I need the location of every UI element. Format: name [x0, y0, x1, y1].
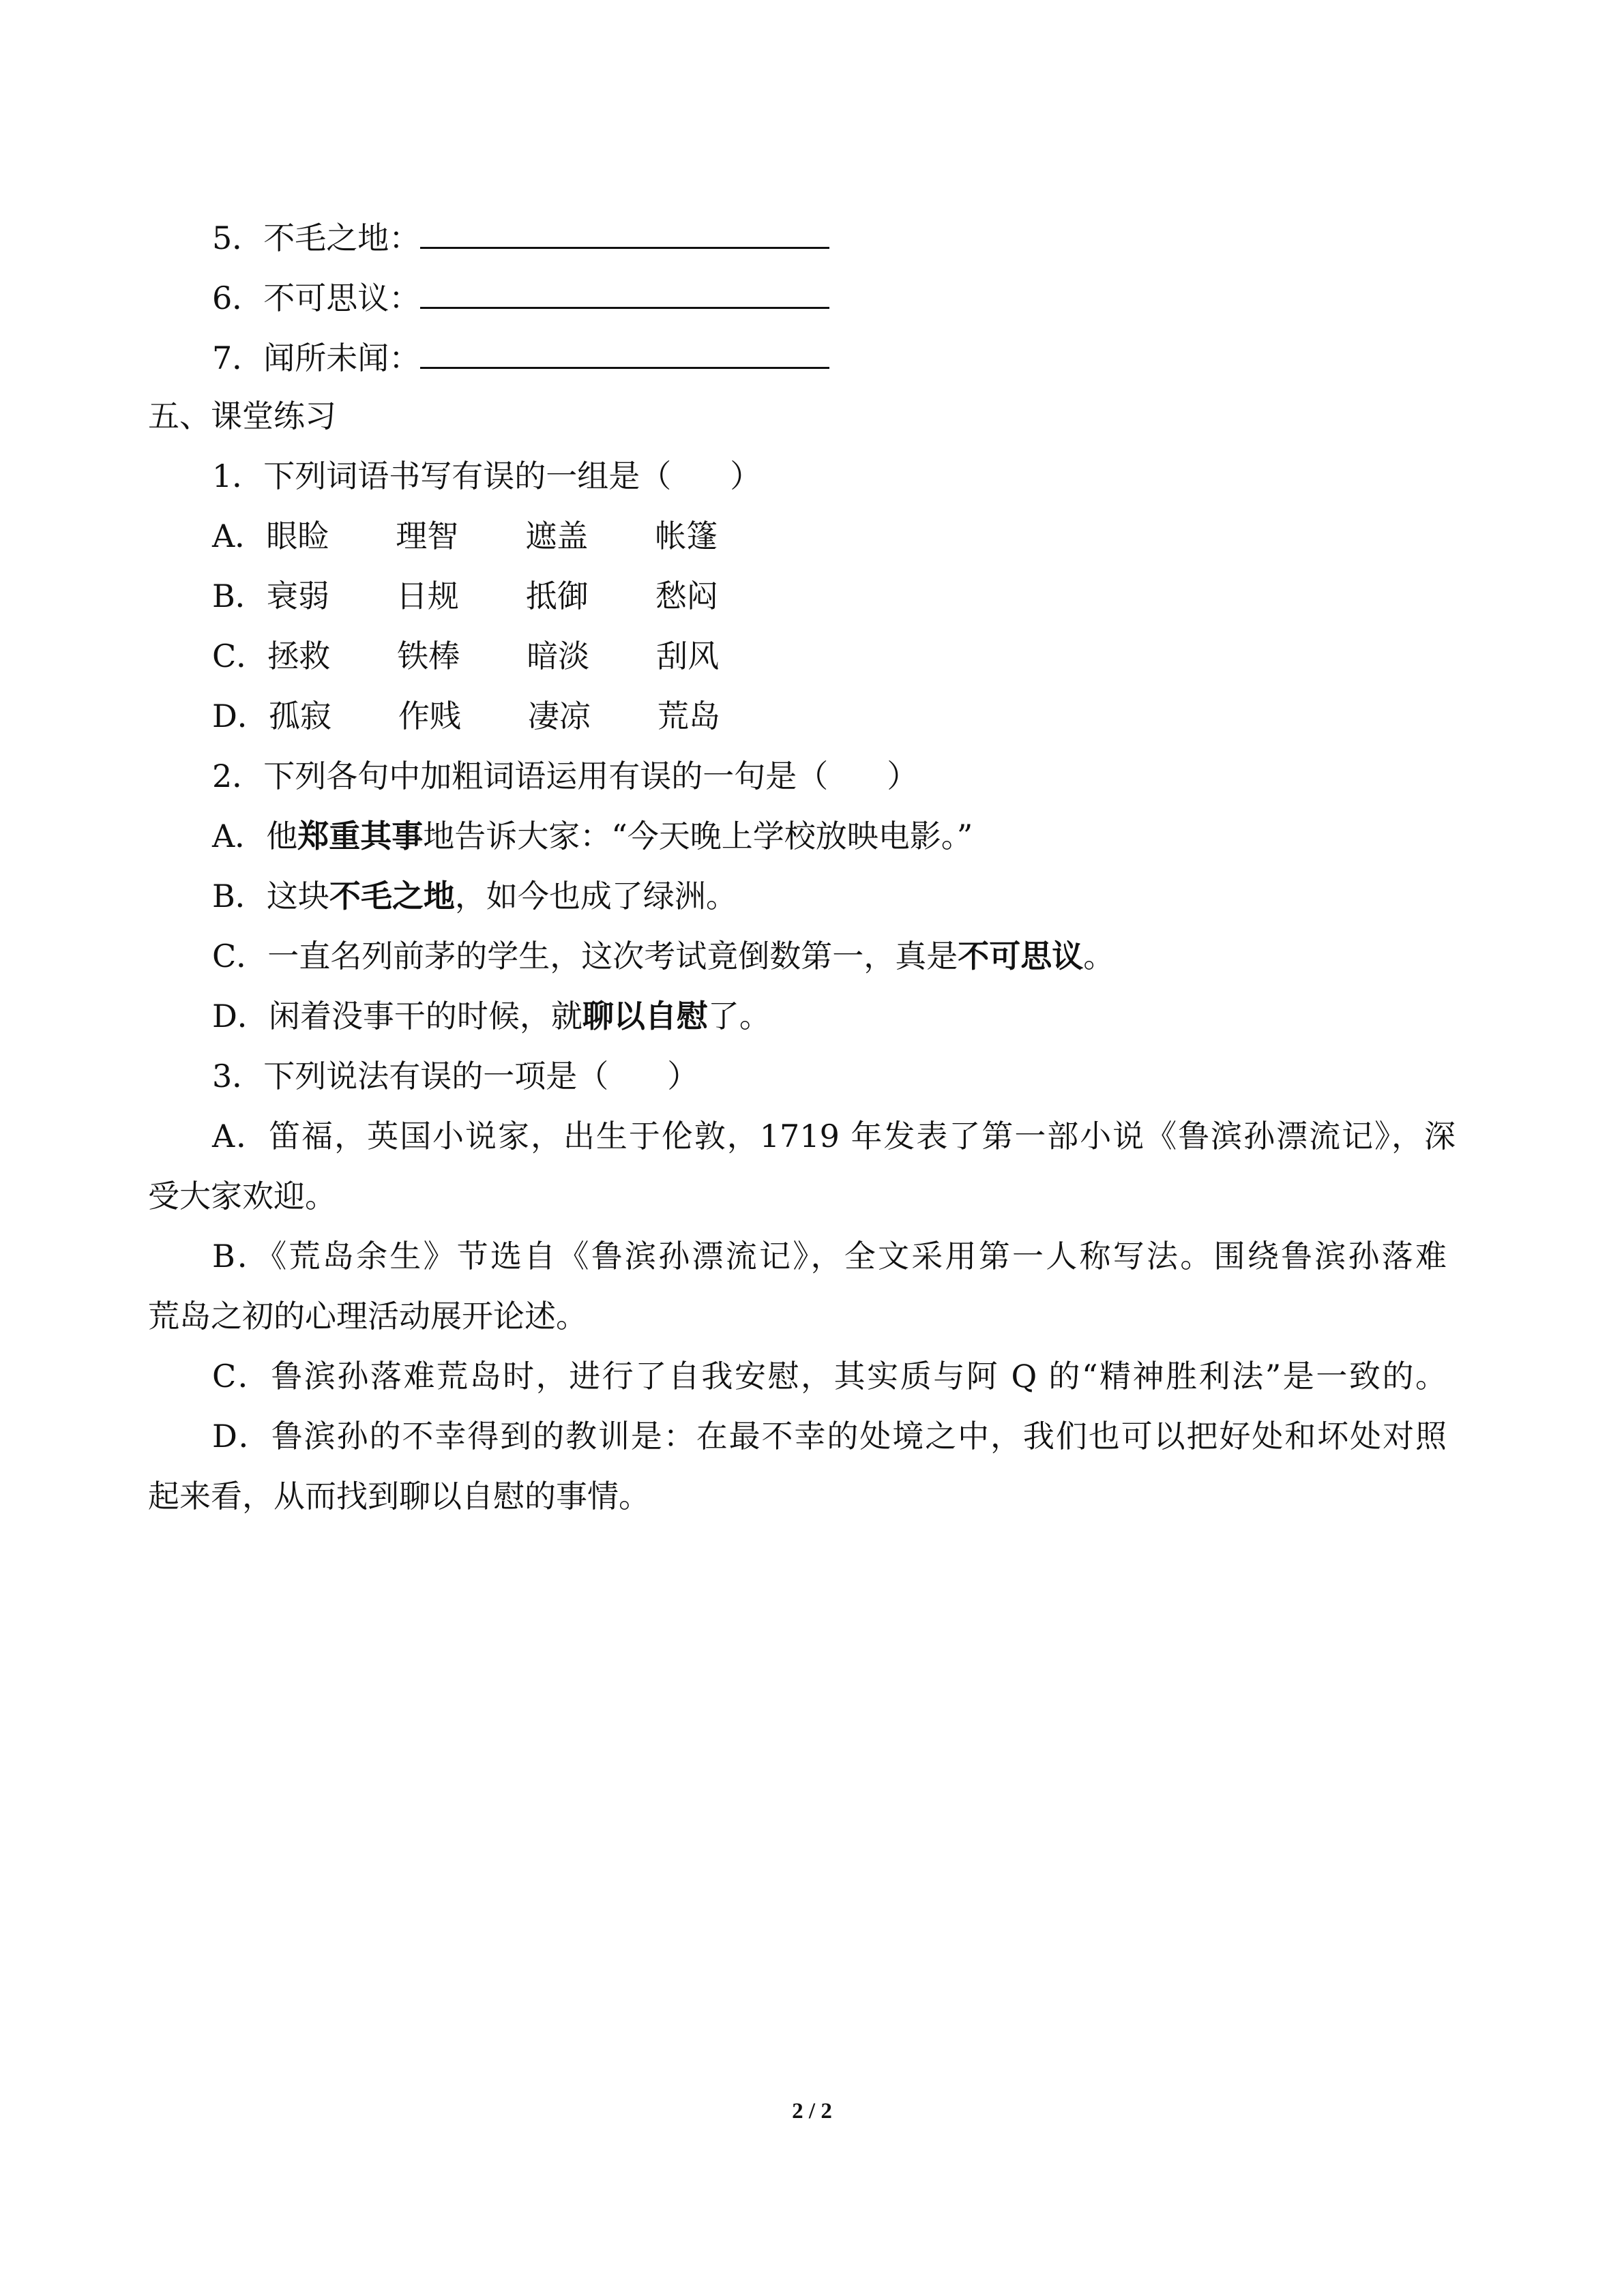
question-3-option-b-line2: 荒岛之初的心理活动展开论述。	[148, 1298, 587, 1335]
option-letter: D．	[212, 698, 269, 734]
question-3-option-d-line2: 起来看，从而找到聊以自慰的事情。	[148, 1478, 650, 1515]
option-word: 凄凉	[527, 698, 591, 734]
question-1-stem	[212, 456, 761, 496]
option-letter: B．	[212, 578, 267, 614]
bold-term: 不毛之地	[329, 878, 455, 914]
question-3-option-b-line1: B．《荒岛余生》节选自《鲁滨孙漂流记》，全文采用第一人称写法。围绕鲁滨孙落难	[212, 1238, 1447, 1274]
bold-term: 聊以自慰	[582, 998, 708, 1034]
option-word: 衰弱	[266, 578, 329, 614]
option-word: 荒岛	[657, 698, 720, 734]
vocab-num: 6．	[212, 280, 264, 316]
option-word: 愁闷	[655, 578, 718, 614]
option-text: 。	[1083, 938, 1115, 974]
option-word: 作贱	[398, 698, 461, 734]
vocab-term: 不可思议：	[263, 280, 421, 316]
option-word: 眼睑	[266, 518, 329, 554]
option-letter: C．	[212, 938, 268, 974]
answer-blank[interactable]	[420, 275, 829, 309]
option-letter: C．	[212, 638, 268, 674]
option-text: 闲着没事干的时候，就	[268, 998, 582, 1034]
question-1-option-a	[212, 516, 784, 556]
vocab-num: 7．	[212, 340, 264, 376]
question-3-option-a-line2: 受大家欢迎。	[148, 1178, 336, 1214]
option-text: 地告诉大家：“今天晚上学校放映电影。”	[423, 818, 973, 854]
option-letter: A．	[212, 518, 267, 554]
option-word: 帐篷	[655, 518, 718, 554]
option-text: ，如今也成了绿洲。	[454, 878, 737, 914]
option-letter: D．	[212, 998, 269, 1034]
question-1-option-d	[212, 696, 787, 736]
paren-close: ）	[730, 458, 762, 494]
vocab-item-6	[212, 275, 829, 316]
section-title: 五、课堂练习	[148, 398, 336, 434]
question-2-stem	[212, 756, 918, 796]
question-1-option-c	[212, 636, 786, 676]
option-word: 抵御	[525, 578, 589, 614]
vocab-term: 不毛之地：	[263, 220, 421, 256]
answer-blank[interactable]	[420, 215, 829, 249]
option-word: 铁棒	[397, 638, 460, 674]
question-3-option-a-line1: A．笛福，英国小说家，出生于伦敦，1719 年发表了第一部小说《鲁滨孙漂流记》，深	[212, 1118, 1456, 1154]
question-3-option-d-line1: D．鲁滨孙的不幸得到的教训是：在最不幸的处境之中，我们也可以把好处和坏处对照	[212, 1418, 1447, 1455]
answer-blank[interactable]	[420, 336, 829, 369]
paren-close: ）	[667, 1058, 699, 1094]
option-word: 暗淡	[527, 638, 590, 674]
question-text: 3．下列说法有误的一项是（	[212, 1058, 609, 1094]
question-2-option-a	[212, 816, 973, 856]
question-2-option-d	[212, 996, 771, 1037]
option-word: 拯救	[267, 638, 331, 674]
vocab-item-5	[212, 215, 829, 256]
option-text: 了。	[707, 998, 771, 1034]
option-word: 刮风	[656, 638, 720, 674]
question-text: 1．下列词语书写有误的一组是（	[212, 458, 672, 494]
option-text: 他	[266, 818, 298, 854]
option-text: 这块	[266, 878, 329, 914]
question-2-option-b	[212, 876, 737, 916]
vocab-item-7	[212, 336, 829, 376]
question-3-stem	[212, 1056, 698, 1097]
option-letter: A．	[212, 818, 267, 854]
question-2-option-c	[212, 936, 1114, 976]
vocab-num: 5．	[212, 220, 264, 256]
option-word: 孤寂	[268, 698, 331, 734]
question-1-option-b	[212, 576, 785, 616]
bold-term: 不可思议	[958, 938, 1084, 974]
question-3-option-c-line1: C．鲁滨孙落难荒岛时，进行了自我安慰，其实质与阿 Q 的“精神胜利法”是一致的。	[212, 1358, 1447, 1395]
page-number: 2 / 2	[792, 2099, 832, 2123]
paren-close: ）	[887, 758, 919, 794]
vocab-term: 闻所未闻：	[263, 340, 421, 376]
option-text: 一直名列前茅的学生，这次考试竟倒数第一，真是	[267, 938, 958, 974]
option-word: 理智	[396, 518, 459, 554]
option-word: 遮盖	[525, 518, 589, 554]
bold-term: 郑重其事	[297, 818, 424, 854]
question-text: 2．下列各句中加粗词语运用有误的一句是（	[212, 758, 829, 794]
option-letter: B．	[212, 878, 267, 914]
option-word: 日规	[396, 578, 459, 614]
